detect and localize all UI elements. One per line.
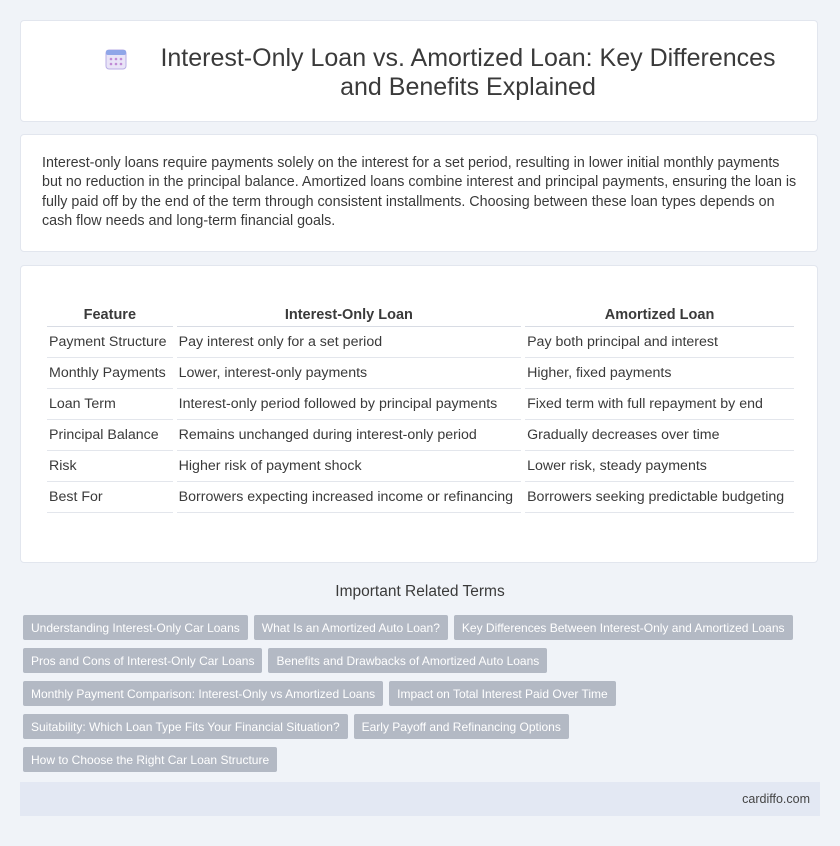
related-term-tag[interactable]: Benefits and Drawbacks of Amortized Auto Loans	[268, 648, 547, 673]
table-row	[47, 420, 794, 451]
related-terms-heading: Important Related Terms	[335, 583, 505, 600]
header-amortized: Amortized Loan	[525, 293, 794, 327]
table-cell: Principal Balance	[47, 420, 173, 451]
footer	[20, 782, 820, 816]
table-cell: Loan Term	[47, 389, 173, 420]
table-cell: Pay both principal and interest	[525, 327, 794, 358]
table-cell: Lower, interest-only payments	[177, 358, 521, 389]
table-cell: Best For	[47, 482, 173, 513]
related-term-tag[interactable]: What Is an Amortized Auto Loan?	[254, 615, 448, 640]
related-term-tag[interactable]: Understanding Interest-Only Car Loans	[23, 615, 248, 640]
header-feature: Feature	[47, 293, 173, 327]
table-row	[47, 482, 794, 513]
table-row	[47, 327, 794, 358]
title-card	[20, 20, 818, 122]
related-terms-list	[23, 615, 813, 780]
page-title: Interest-Only Loan vs. Amortized Loan: Key Differences and Benefits Explained	[160, 44, 776, 101]
table-cell: Borrowers expecting increased income or refinancing	[177, 482, 521, 513]
table-row	[47, 451, 794, 482]
table-cell: Fixed term with full repayment by end	[525, 389, 794, 420]
related-term-tag[interactable]: Suitability: Which Loan Type Fits Your Financial Situation?	[23, 714, 348, 739]
related-term-tag[interactable]: Monthly Payment Comparison: Interest-Only vs Amortized Loans	[23, 681, 383, 706]
table-row	[47, 358, 794, 389]
table-cell: Remains unchanged during interest-only period	[177, 420, 521, 451]
table-cell: Risk	[47, 451, 173, 482]
related-term-tag[interactable]: Key Differences Between Interest-Only and Amortized Loans	[454, 615, 793, 640]
calendar-icon	[105, 48, 127, 70]
intro-card	[20, 134, 818, 252]
table-cell: Borrowers seeking predictable budgeting	[525, 482, 794, 513]
table-cell: Monthly Payments	[47, 358, 173, 389]
footer-site-link[interactable]: cardiffo.com	[742, 792, 810, 806]
table-cell: Higher risk of payment shock	[177, 451, 521, 482]
table-cell: Gradually decreases over time	[525, 420, 794, 451]
comparison-table-card	[20, 265, 818, 563]
intro-paragraph: Interest-only loans require payments solely on the interest for a set period, resulting in lower initial monthly payments but no reduction in the principal balance. Amortized loans combine interest and principal payments, ensuring the loan is fully paid off by the end of the term through consistent installments. Choosing between these loan types depends on cash flow needs and long-term financial goals.	[42, 155, 797, 230]
table-cell: Lower risk, steady payments	[525, 451, 794, 482]
related-term-tag[interactable]: Pros and Cons of Interest-Only Car Loans	[23, 648, 262, 673]
table-cell: Interest-only period followed by principal payments	[177, 389, 521, 420]
comparison-table	[43, 293, 798, 513]
table-cell: Payment Structure	[47, 327, 173, 358]
related-term-tag[interactable]: Early Payoff and Refinancing Options	[354, 714, 569, 739]
table-cell: Pay interest only for a set period	[177, 327, 521, 358]
table-row	[47, 389, 794, 420]
related-term-tag[interactable]: How to Choose the Right Car Loan Structure	[23, 747, 277, 772]
table-cell: Higher, fixed payments	[525, 358, 794, 389]
related-term-tag[interactable]: Impact on Total Interest Paid Over Time	[389, 681, 616, 706]
table-header-row	[47, 293, 794, 327]
header-interest-only: Interest-Only Loan	[177, 293, 521, 327]
